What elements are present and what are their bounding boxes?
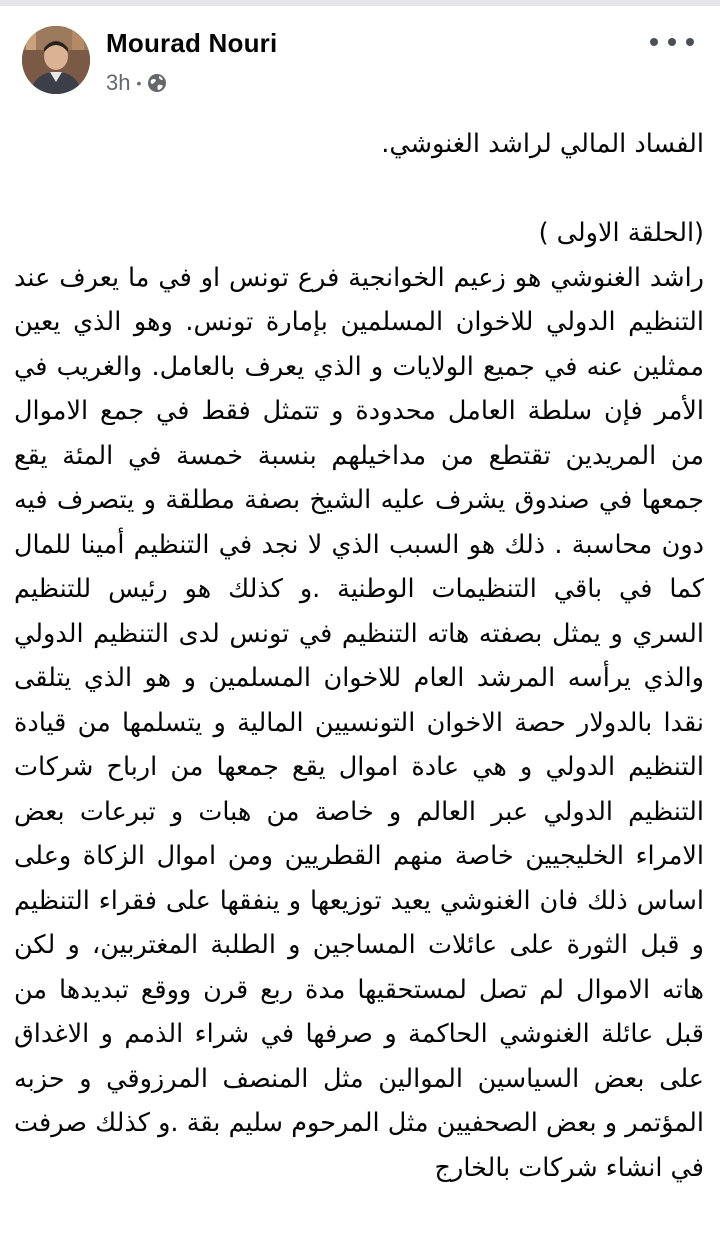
- post-time[interactable]: 3h: [106, 70, 131, 95]
- globe-icon[interactable]: [147, 73, 167, 93]
- avatar[interactable]: [22, 26, 90, 94]
- post-text: [14, 122, 704, 1190]
- author-name[interactable]: Mourad Nouri: [106, 28, 278, 58]
- post-meta: [106, 70, 167, 96]
- post-header: [0, 6, 720, 106]
- post-title: الفساد المالي لراشد الغنوشي.: [381, 129, 704, 159]
- more-options-icon[interactable]: [650, 32, 694, 52]
- post-episode: (الحلقة الاولى ): [538, 218, 704, 248]
- post-paragraph: راشد الغنوشي هو زعيم الخوانجية فرع تونس او في ما يعرف عند التنظيم الدولي للاخوان المسلمين بإمارة تونس. وهو الذي يعين ممثلين عنه في جميع الولايات و الذي يعرف بالعامل. والغريب في الأمر فإن سلطة العامل محدودة و تتمثل فقط في جمع الاموال من المريدين تقتطع من مداخيلهم بنسبة خمسة في المئة يقع جمعها في صندوق يشرف عليه الشيخ بصفة مطلقة و يتصرف فيه دون محاسبة . ذلك هو السبب الذي لا نجد في التنظيم أمينا للمال كما في باقي التنظيمات الوطنية .و كذلك هو رئيس للتنظيم السري و يمثل بصفته هاته التنظيم في تونس لدى التنظيم الدولي والذي يرأسه المرشد العام للاخوان المسلمين و هو الذي يتلقى نقدا بالدولار حصة الاخوان التونسيين المالية و يتسلمها من قيادة التنظيم الدولي و هي عادة اموال يقع جمعها من ارباح شركات التنظيم الدولي عبر العالم و خاصة من هبات و تبرعات بعض الامراء الخليجيين خاصة منهم القطريين ومن اموال الزكاة وعلى اساس ذلك فان الغنوشي يعيد توزيعها و ينفقها على فقراء التنظيم و قبل الثورة على عائلات المساجين و الطلبة المغتربين، و لكن هاته الاموال لم تصل لمستحقيها مدة ربع قرن ووقع تبديدها من قبل عائلة الغنوشي الحاكمة و صرفها في شراء الذمم و الاغداق على بعض السياسين الموالين مثل المنصف المرزوقي و حزبه المؤتمر و بعض الصحفيين مثل المرحوم سليم بقة .و كذلك صرفت في انشاء شركات بالخارج: [14, 262, 704, 1183]
- meta-separator: •: [136, 75, 142, 91]
